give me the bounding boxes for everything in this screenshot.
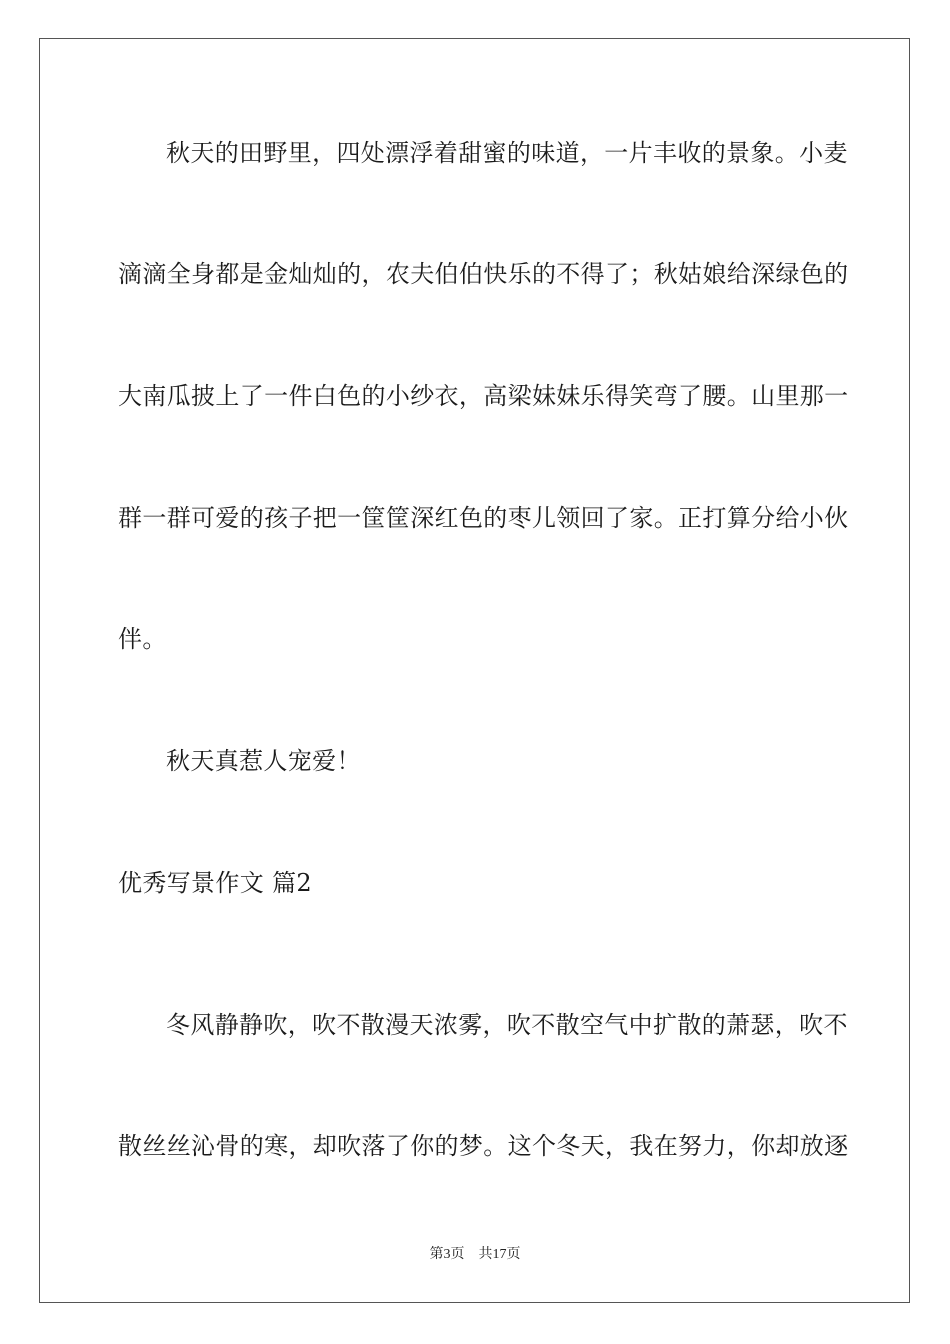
paragraph-1-line-1: 秋天的田野里，四处漂浮着甜蜜的味道，一片丰收的景象。小麦 xyxy=(166,139,848,167)
page-number: 第3页 xyxy=(429,1247,465,1262)
paragraph-3-line-1: 冬风静静吹，吹不散漫天浓雾，吹不散空气中扩散的萧瑟，吹不 xyxy=(166,1011,848,1039)
paragraph-3-line-2: 散丝丝沁骨的寒，却吹落了你的梦。这个冬天，我在努力，你却放逐 xyxy=(118,1132,849,1160)
paragraph-1-line-5: 伴。 xyxy=(118,625,167,653)
paragraph-1-line-2: 滴滴全身都是金灿灿的，农夫伯伯快乐的不得了；秋姑娘给深绿色的 xyxy=(118,260,849,288)
page-footer xyxy=(0,1246,950,1264)
page-total: 共17页 xyxy=(478,1247,521,1262)
section-heading: 优秀写景作文 篇2 xyxy=(118,869,313,897)
page-frame xyxy=(39,38,910,1303)
paragraph-2: 秋天真惹人宠爱！ xyxy=(166,747,361,775)
paragraph-1-line-3: 大南瓜披上了一件白色的小纱衣，高梁妹妹乐得笑弯了腰。山里那一 xyxy=(118,382,849,410)
paragraph-1-line-4: 群一群可爱的孩子把一筐筐深红色的枣儿领回了家。正打算分给小伙 xyxy=(118,504,849,532)
